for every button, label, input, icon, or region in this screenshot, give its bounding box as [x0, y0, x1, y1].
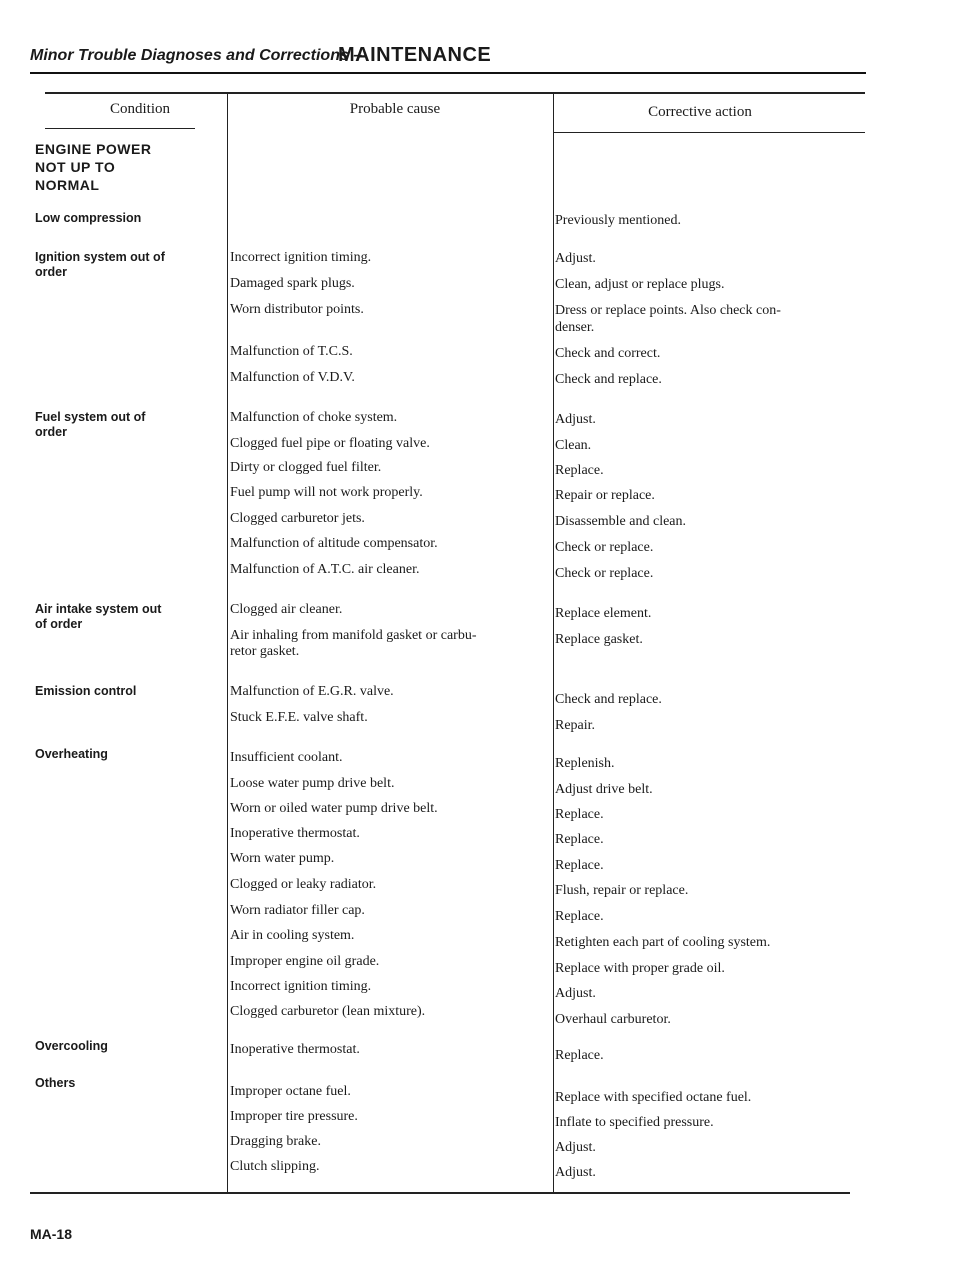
- action-line: Adjust.: [555, 1140, 596, 1155]
- page-number: MA-18: [30, 1226, 73, 1242]
- action-line: Replace.: [555, 807, 604, 822]
- cause-line: Malfunction of T.C.S.: [230, 344, 353, 359]
- condition-overcooling: Overcooling: [35, 1039, 108, 1053]
- cause-line: Inoperative thermostat.: [230, 1042, 360, 1057]
- cause-line: Malfunction of altitude compensator.: [230, 536, 438, 551]
- action-line: Check and replace.: [555, 372, 662, 387]
- condition-others: Others: [35, 1076, 76, 1090]
- action-line: Inflate to specified pressure.: [555, 1115, 714, 1130]
- action-line: Clean.: [555, 438, 592, 453]
- cause-line: Stuck E.F.E. valve shaft.: [230, 710, 368, 725]
- condition-fuel: Fuel system out of order: [35, 410, 146, 439]
- action-line: Dress or replace points. Also check con-: [555, 303, 781, 318]
- action-line: Replenish.: [555, 756, 615, 771]
- action-line: Replace.: [555, 858, 604, 873]
- cause-line: Air in cooling system.: [230, 928, 355, 943]
- action-line: Disassemble and clean.: [555, 514, 687, 529]
- cause-line: Malfunction of choke system.: [230, 410, 398, 425]
- cause-line: Improper tire pressure.: [230, 1109, 358, 1124]
- cause-line: Clogged carburetor jets.: [230, 511, 365, 526]
- cause-line: Dirty or clogged fuel filter.: [230, 460, 382, 475]
- condition-ignition: Ignition system out of order: [35, 250, 165, 279]
- action-line: Overhaul carburetor.: [555, 1012, 671, 1027]
- cause-line: retor gasket.: [230, 644, 300, 659]
- cause-line: Worn distributor points.: [230, 302, 364, 317]
- condition-overheating: Overheating: [35, 747, 108, 761]
- column-divider-2: [553, 92, 554, 1192]
- cause-line: Clogged fuel pipe or floating valve.: [230, 436, 430, 451]
- cause-line: Incorrect ignition timing.: [230, 979, 372, 994]
- action-line: Clean, adjust or replace plugs.: [555, 277, 725, 292]
- cause-line: Inoperative thermostat.: [230, 826, 360, 841]
- cause-line: Malfunction of A.T.C. air cleaner.: [230, 562, 420, 577]
- cause-line: Dragging brake.: [230, 1134, 321, 1149]
- action-line: Replace element.: [555, 606, 652, 621]
- action-line: Adjust.: [555, 1165, 596, 1180]
- cause-line: Clutch slipping.: [230, 1159, 320, 1174]
- cause-line: Incorrect ignition timing.: [230, 250, 372, 265]
- action-line: Repair or replace.: [555, 488, 655, 503]
- header-bottom-rule-left: [45, 128, 195, 129]
- action-line: Adjust drive belt.: [555, 782, 653, 797]
- condition-emission: Emission control: [35, 684, 137, 698]
- cause-line: Worn water pump.: [230, 851, 335, 866]
- action-line: Replace.: [555, 1048, 604, 1063]
- action-line: Replace with proper grade oil.: [555, 961, 725, 976]
- cause-line: Damaged spark plugs.: [230, 276, 355, 291]
- header-title: Minor Trouble Diagnoses and Corrections –: [30, 47, 363, 64]
- cause-line: Worn or oiled water pump drive belt.: [230, 801, 438, 816]
- column-header-action: Corrective action: [648, 104, 752, 120]
- cause-line: Clogged carburetor (lean mixture).: [230, 1004, 426, 1019]
- cause-line: Improper engine oil grade.: [230, 954, 380, 969]
- action-line: Adjust.: [555, 986, 596, 1001]
- action-line: Replace gasket.: [555, 632, 643, 647]
- action-line: Adjust.: [555, 251, 596, 266]
- trouble-table: [30, 92, 866, 1194]
- table-bottom-rule: [30, 1192, 850, 1194]
- action-line: Check or replace.: [555, 540, 654, 555]
- cause-line: Loose water pump drive belt.: [230, 776, 395, 791]
- action-line: Check or replace.: [555, 566, 654, 581]
- action-line: Check and correct.: [555, 346, 661, 361]
- cause-line: Clogged or leaky radiator.: [230, 877, 377, 892]
- table-top-rule: [45, 92, 865, 94]
- cause-line: Improper octane fuel.: [230, 1084, 351, 1099]
- action-line: Replace with specified octane fuel.: [555, 1090, 752, 1105]
- column-divider-1: [227, 92, 228, 1192]
- cause-line: Clogged air cleaner.: [230, 602, 343, 617]
- action-line: Replace.: [555, 832, 604, 847]
- action-line: Check and replace.: [555, 692, 662, 707]
- cause-line: Malfunction of E.G.R. valve.: [230, 684, 394, 699]
- condition-air-intake: Air intake system out of order: [35, 602, 162, 631]
- cause-line: Fuel pump will not work properly.: [230, 485, 423, 500]
- action-line: Adjust.: [555, 412, 596, 427]
- cause-line: Worn radiator filler cap.: [230, 903, 365, 918]
- action-line: Replace.: [555, 909, 604, 924]
- header-bottom-rule-right: [553, 132, 865, 133]
- action-line: Repair.: [555, 718, 596, 733]
- action-line: Retighten each part of cooling system.: [555, 935, 771, 950]
- column-header-cause: Probable cause: [349, 101, 441, 117]
- action-line: Previously mentioned.: [555, 213, 681, 228]
- action-line: denser.: [555, 320, 595, 335]
- condition-low-compression: Low compression: [35, 211, 142, 225]
- action-line: Replace.: [555, 463, 604, 478]
- cause-line: Malfunction of V.D.V.: [230, 370, 355, 385]
- cause-line: Air inhaling from manifold gasket or carbu-: [230, 628, 477, 643]
- condition-engine-power: ENGINE POWER NOT UP TO NORMAL: [35, 141, 152, 193]
- page-header: [30, 44, 866, 74]
- cause-line: Insufficient coolant.: [230, 750, 343, 765]
- column-header-condition: Condition: [109, 101, 170, 117]
- action-line: Flush, repair or replace.: [555, 883, 689, 898]
- header-section: MAINTENANCE: [338, 44, 492, 66]
